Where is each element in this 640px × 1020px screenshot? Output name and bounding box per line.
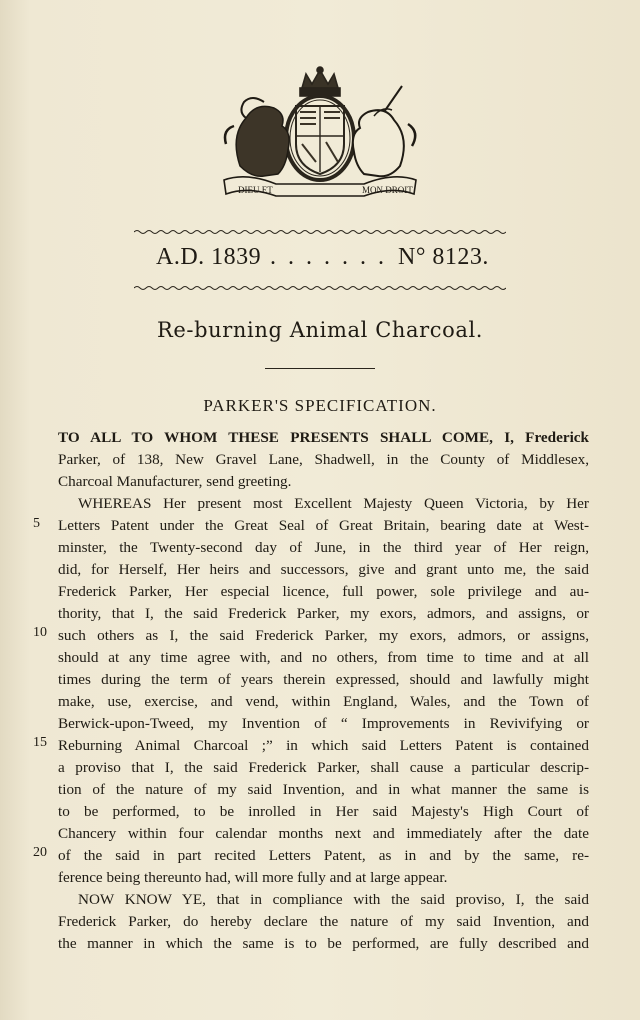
body-line-15: Reburning Animal Charcoal ;” in which said Letters Patent is contained	[58, 737, 589, 754]
line-number-5: 5	[33, 516, 40, 531]
patent-title: Re-burning Animal Charcoal.	[156, 318, 484, 342]
body-line-21: ference being thereunto had, will more fully and at large appear.	[58, 869, 448, 886]
top-wavy-rule	[134, 229, 506, 235]
motto-right-text: MON DROIT	[362, 185, 413, 195]
title-divider	[265, 368, 375, 369]
royal-coat-of-arms	[216, 66, 424, 198]
body-line-23: Frederick Parker, do hereby declare the nature of my said Invention, and	[58, 913, 589, 930]
header-dots: . . . . . . .	[270, 244, 387, 270]
line-number-15: 15	[33, 735, 47, 750]
line-number-20: 20	[33, 845, 47, 860]
body-line-22: NOW KNOW YE, that in compliance with the said proviso, I, the said	[78, 891, 589, 908]
patent-number: N° 8123.	[398, 244, 489, 270]
motto-left-text: DIEU ET	[238, 185, 273, 195]
body-line-11: should at any time agree with, and no others, from time to time and at all	[58, 649, 589, 666]
body-line-9: thority, that I, the said Frederick Parker, my exors, admors, and assigns, or	[58, 605, 589, 622]
body-line-13: make, use, exercise, and vend, within England, Wales, and the Town of	[58, 693, 589, 710]
bottom-wavy-rule	[134, 285, 506, 291]
line-number-10: 10	[33, 625, 47, 640]
body-line-24: the manner in which the same is to be performed, are fully described and	[58, 935, 589, 952]
body-line-1: TO ALL TO WHOM THESE PRESENTS SHALL COME, I, Frederick	[58, 429, 589, 446]
body-line-6: minster, the Twenty-second day of June, in the third year of Her reign,	[58, 539, 589, 556]
body-line-10: such others as I, the said Frederick Parker, my exors, admors, or assigns,	[58, 627, 589, 644]
specification-heading: PARKER'S SPECIFICATION.	[203, 396, 437, 415]
body-line-16: a proviso that I, the said Frederick Parker, shall cause a particular descrip-	[58, 759, 589, 776]
body-line-18: to be performed, to be inrolled in Her said Majesty's High Court of	[58, 803, 589, 820]
body-line-17: tion of the nature of my said Invention, and in what manner the same is	[58, 781, 589, 798]
body-line-8: Frederick Parker, Her especial licence, full power, sole privilege and au-	[58, 583, 589, 600]
body-line-12: times during the term of years therein expressed, should and lawfully might	[58, 671, 589, 688]
body-line-5: Letters Patent under the Great Seal of Great Britain, bearing date at West-	[58, 517, 589, 534]
body-line-19: Chancery within four calendar months next and immediately after the date	[58, 825, 589, 842]
body-line-3: Charcoal Manufacturer, send greeting.	[58, 473, 292, 490]
body-line-7: did, for Herself, Her heirs and successors, give and grant unto me, the said	[58, 561, 589, 578]
body-line-2: Parker, of 138, New Gravel Lane, Shadwell, in the County of Middlesex,	[58, 451, 589, 468]
body-line-14: Berwick-upon-Tweed, my Invention of “ Improvements in Revivifying or	[58, 715, 589, 732]
patent-year: A.D. 1839	[156, 244, 262, 270]
body-line-4: WHEREAS Her present most Excellent Majesty Queen Victoria, by Her	[78, 495, 589, 512]
body-line-20: of the said in part recited Letters Patent, as in and by the same, re-	[58, 847, 589, 864]
